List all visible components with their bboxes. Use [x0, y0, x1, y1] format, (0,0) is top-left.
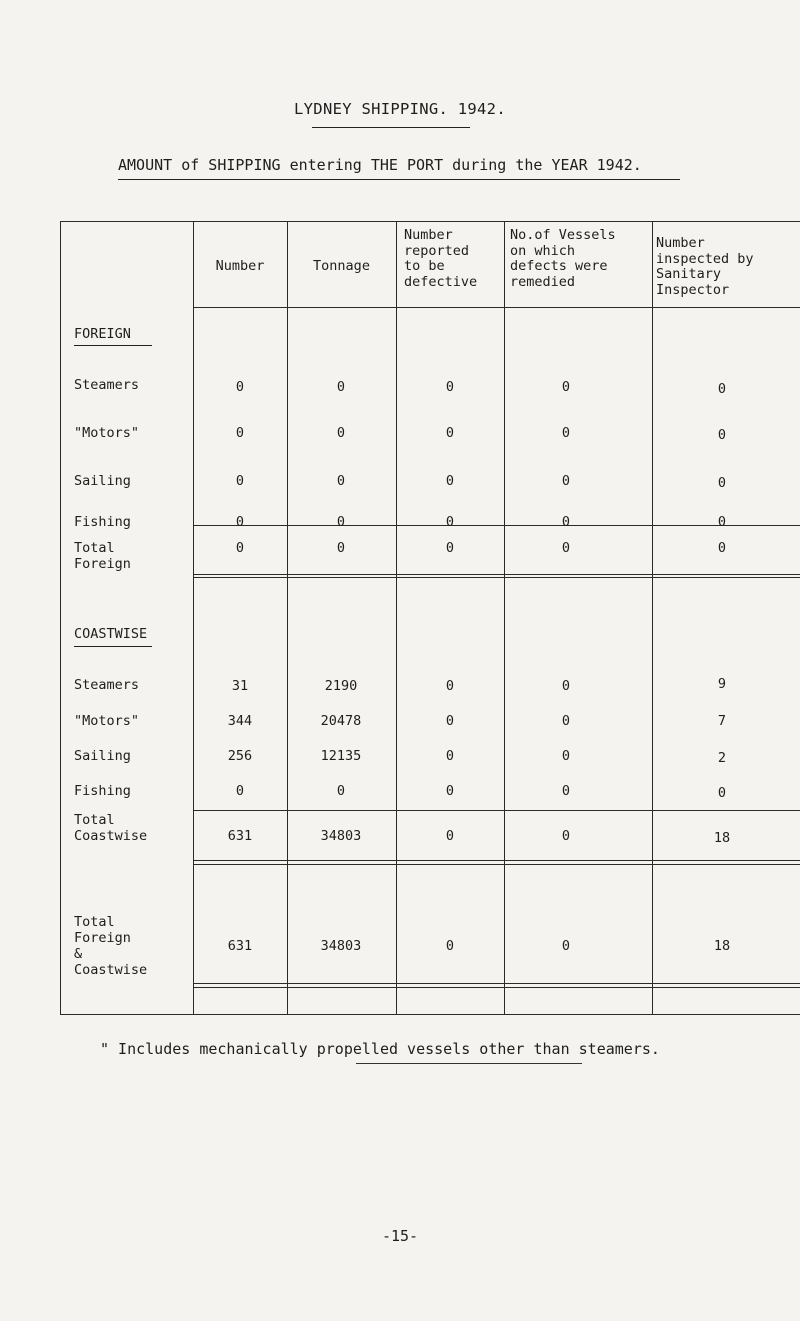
- table-cell: 0: [336, 425, 346, 441]
- table-cell: 0: [561, 783, 571, 799]
- header-number: Number: [215, 258, 265, 274]
- page-number: -15-: [381, 1227, 419, 1245]
- column-rule: [287, 221, 288, 1014]
- row-label: Steamers: [74, 677, 140, 693]
- header-defective: Number reported to be defective: [404, 227, 478, 290]
- table-cell: 0: [561, 713, 571, 729]
- table-cell: 0: [445, 713, 455, 729]
- header-tonnage: Tonnage: [313, 258, 370, 274]
- grand-total-cell: 34803: [320, 938, 362, 954]
- footnote-underline: [356, 1063, 582, 1064]
- total-cell: 0: [561, 540, 571, 556]
- table-cell: 2190: [324, 678, 358, 694]
- total-cell: 631: [227, 828, 253, 844]
- table-cell: 344: [227, 713, 253, 729]
- row-label: Sailing: [74, 473, 131, 489]
- table-cell: 0: [717, 785, 727, 801]
- table-cell: 0: [561, 473, 571, 489]
- section-heading-underline: [74, 646, 152, 647]
- coastwise-total-double-rule: [193, 864, 800, 865]
- table-cell: 0: [445, 379, 455, 395]
- table-cell: 0: [445, 748, 455, 764]
- section-heading-coastwise: COASTWISE: [74, 626, 148, 642]
- table-cell: 0: [717, 381, 727, 397]
- table-cell: 0: [561, 379, 571, 395]
- table-cell: 0: [445, 473, 455, 489]
- subtitle-underline: [118, 179, 680, 180]
- table-bottom-rule: [60, 1014, 800, 1015]
- grand-total-double-rule: [193, 987, 800, 988]
- column-rule: [504, 221, 505, 1014]
- table-cell: 0: [445, 783, 455, 799]
- table-cell: 2: [717, 750, 727, 766]
- grand-total-bottom-rule: [193, 983, 800, 984]
- column-rule: [193, 221, 194, 1014]
- row-label: Fishing: [74, 783, 131, 799]
- table-left-rule: [60, 221, 61, 1014]
- table-cell: 0: [445, 514, 455, 530]
- total-cell: 0: [561, 828, 571, 844]
- section-heading-underline: [74, 345, 152, 346]
- foreign-total-bottom-rule: [193, 574, 800, 575]
- table-cell: 0: [336, 783, 346, 799]
- total-cell: 18: [713, 830, 731, 846]
- column-rule: [652, 221, 653, 1014]
- table-cell: 0: [336, 514, 346, 530]
- total-cell: 0: [336, 540, 346, 556]
- section-heading-foreign: FOREIGN: [74, 326, 131, 342]
- row-label: Steamers: [74, 377, 140, 393]
- total-cell: 34803: [320, 828, 362, 844]
- row-label: "Motors": [74, 425, 140, 441]
- page-title: LYDNEY SHIPPING. 1942.: [294, 100, 506, 118]
- table-cell: 0: [235, 514, 245, 530]
- page-subtitle: AMOUNT of SHIPPING entering THE PORT during the YEAR 1942.: [118, 156, 642, 174]
- table-cell: 0: [561, 748, 571, 764]
- grand-total-cell: 631: [227, 938, 253, 954]
- header-inspected: Number inspected by Sanitary Inspector: [656, 235, 754, 298]
- grand-total-cell: 18: [713, 938, 731, 954]
- table-cell: 0: [561, 514, 571, 530]
- coastwise-total-top-rule: [193, 810, 800, 811]
- grand-total-cell: 0: [561, 938, 571, 954]
- foreign-total-double-rule: [193, 577, 800, 578]
- table-cell: 9: [717, 676, 727, 692]
- table-top-rule: [60, 221, 800, 222]
- row-label: "Motors": [74, 713, 140, 729]
- grand-total-cell: 0: [445, 938, 455, 954]
- table-cell: 256: [227, 748, 253, 764]
- table-cell: 0: [717, 475, 727, 491]
- total-cell: 0: [717, 540, 727, 556]
- total-label: Total Foreign: [74, 540, 131, 572]
- table-cell: 0: [717, 427, 727, 443]
- table-cell: 0: [235, 379, 245, 395]
- table-cell: 31: [231, 678, 249, 694]
- total-cell: 0: [445, 828, 455, 844]
- table-cell: 0: [235, 783, 245, 799]
- table-cell: 12135: [320, 748, 362, 764]
- table-cell: 0: [445, 678, 455, 694]
- column-rule: [396, 221, 397, 1014]
- footnote: " Includes mechanically propelled vessels other than steamers.: [100, 1040, 660, 1058]
- total-label: Total Coastwise: [74, 812, 148, 844]
- table-cell: 0: [717, 514, 727, 530]
- table-cell: 0: [561, 678, 571, 694]
- grand-total-label: Total Foreign & Coastwise: [74, 914, 148, 978]
- table-cell: 20478: [320, 713, 362, 729]
- row-label: Sailing: [74, 748, 131, 764]
- total-cell: 0: [445, 540, 455, 556]
- table-cell: 0: [235, 425, 245, 441]
- table-cell: 7: [717, 713, 727, 729]
- table-cell: 0: [336, 473, 346, 489]
- table-cell: 0: [235, 473, 245, 489]
- header-remedied: No.of Vessels on which defects were remedied: [510, 227, 616, 290]
- title-underline: [312, 127, 470, 128]
- header-bottom-rule: [193, 307, 800, 308]
- coastwise-total-bottom-rule: [193, 860, 800, 861]
- table-cell: 0: [561, 425, 571, 441]
- row-label: Fishing: [74, 514, 131, 530]
- table-cell: 0: [336, 379, 346, 395]
- total-cell: 0: [235, 540, 245, 556]
- table-cell: 0: [445, 425, 455, 441]
